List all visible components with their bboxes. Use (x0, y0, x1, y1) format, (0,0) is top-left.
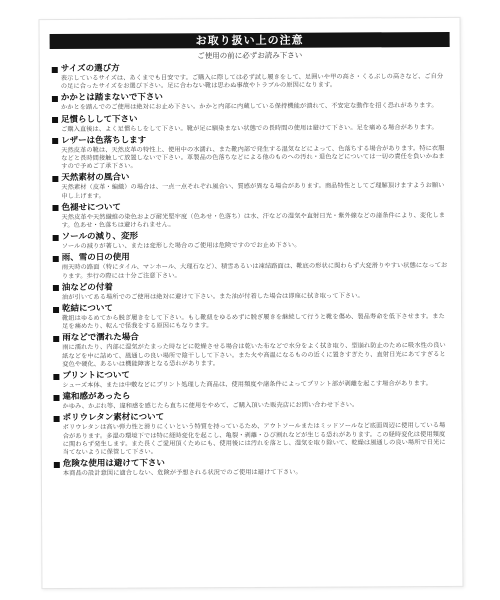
section-body: 油が引いてある場所でのご使用は絶対に避けて下さい。また油が付着した場合は即座に拭き取って下さい。 (61, 292, 364, 301)
section-heading-text: 違和感があったら (62, 391, 131, 403)
section-body: かかとを踏んでのご使用は絶対にお止め下さい。かかと内部に内蔵している保持機能が潰れて、不安定な動作を招く恐れがあります。 (60, 102, 438, 112)
notice-section (53, 281, 449, 302)
notice-section (52, 134, 448, 172)
section-body: 天然素材（皮革・編織）の場合は、一点一点それぞれ風合い、質感が異なる場合があります。商品特性としてご理解頂けますようお願い申し上げます。 (61, 182, 445, 200)
section-heading-text: プリントについて (62, 370, 130, 382)
document-subtitle: ご使用の前に必ずお読み下さい (197, 50, 303, 61)
section-heading-text: 雨などで濡れた場合 (62, 333, 139, 344)
square-bullet-icon (53, 256, 59, 262)
square-bullet-icon (53, 285, 59, 291)
section-heading-text: ソールの減り、変形 (61, 231, 139, 243)
section-body: 靴紐はゆるめてから脱ぎ履きをして下さい。もし靴紐をゆるめずに脱ぎ履きを継続して行うと靴を傷め、製品寿命を低下させます。また足を痛めたり、転んで怪我をする原因にもなります。 (62, 313, 445, 331)
square-bullet-icon (54, 416, 60, 422)
section-heading-text: 天然素材の風合い (61, 173, 130, 184)
document-title: お取り扱い上の注意 (50, 32, 450, 49)
section-heading-text: 乾結について (62, 303, 113, 315)
square-bullet-icon (53, 374, 59, 380)
square-bullet-icon (53, 235, 59, 241)
section-heading-text: 油などの付着 (61, 282, 113, 293)
section-body: 天然皮革や天然繊維の染色および耐光堅牢度（色あせ・色落ち）は水、汗などの湿気や直射日光・紫外線などの諸条件により、変化します。色あせ・色落ちは避けられません。 (61, 211, 446, 230)
section-heading-text: サイズの選び方 (60, 63, 120, 74)
square-bullet-icon (52, 117, 58, 123)
section-body: ソールの減りが著しい、または変形した場合のご使用は危険ですのでお止め下さい。 (61, 241, 301, 251)
care-instructions-sheet (39, 17, 464, 589)
section-heading-text: 雨、雪の日の使用 (61, 253, 130, 264)
notice-section (53, 369, 449, 390)
notice-section (52, 62, 448, 91)
square-bullet-icon (52, 138, 58, 144)
section-body: シューズ本体、または中敷などにプリント処理した商品は、使用頻度や諸条件によってプリント部が剥離を起こす場合があります。 (62, 380, 432, 390)
section-body: 天然皮革の靴は、天然皮革の特性上、使用中の水濡れ、また靴内部で発生する湿気などによって、色落ちする場合があります。特に衣服などと長時間接触して放置しないで下さい。革製品の色落ちなどによる他のものへの汚れ・退色などについては一切の責任を負いかねますので予めご了承下さい。 (61, 144, 445, 171)
section-heading-text: 足慣らしして下さい (61, 114, 138, 125)
section-heading-text: 色褪せについて (61, 202, 121, 213)
notice-section (53, 331, 449, 369)
square-bullet-icon (53, 395, 59, 401)
notice-section (53, 251, 449, 280)
section-body: 表示しているサイズは、あくまでも目安です。ご購入に際しては必ず試し履きをして、足囲いや甲の高さ・くるぶしの高さなど、ご自分の足に合ったサイズをお選び下さい。足に合わない靴は思わぬ事故やトラブルの原因になります。 (60, 72, 444, 91)
section-body: かゆみ、かぶれ等、違和感を感じたら直ちに使用をやめて、ご購入頂いた販売店にお問い合わせ下さい。 (62, 401, 359, 411)
notice-section (53, 302, 449, 331)
section-body: 雨に濡れたり、内部に湿気がたまった時などに乾燥させる場合は乾いた布などで水分をよく拭き取り、型崩れ防止のために吸水性の良い紙などを中に詰めて、風通しの良い場所で陰干しして下さい。また火や高温になるものの近くに置きすぎたり、直射日光にあてすぎると変色や硬化、あるいは機能障害となる恐れがあります。 (62, 342, 446, 368)
notice-section (54, 457, 450, 478)
section-heading-text: レザーは色落ちします (61, 135, 147, 146)
section-heading-text: ポリウレタン素材について (62, 412, 165, 424)
square-bullet-icon (52, 67, 58, 73)
section-heading-text: 危険な使用は避けて下さい (62, 458, 165, 470)
notice-section (54, 411, 450, 457)
square-bullet-icon (53, 307, 59, 313)
notice-section (52, 171, 448, 200)
notice-section (52, 201, 448, 230)
square-bullet-icon (54, 462, 60, 468)
sections-list (52, 62, 450, 481)
notice-section (53, 390, 449, 411)
notice-section (52, 113, 448, 134)
section-body: ポリウレタンは高い弾力性と滑りにくいという特質を持っているため、アウトソールまたはミッドソールなど底面周辺に使用している場合があります。多湿の環境下では特に経時変化を起こし、亀裂・剥離・ひび割れなどが生じる恐れがあります。この経時変化は使用頻度に関わらず発生します。また長くご愛用頂くためにも、使用後には汚れを落とし、湿気を取り除いて、乾燥は風通しの良い場所で日光に当てないように保管して下さい。 (62, 422, 446, 457)
section-body: 本商品の設計意図に適合しない、危険が予想される状況でのご使用は避けて下さい。 (62, 469, 302, 478)
notice-section (52, 91, 448, 112)
section-heading-text: かかとは踏まないで下さい (60, 92, 163, 104)
section-body: 雨天時の路面（特にタイル、マンホール、大理石など）、積雪あるいは凍結路面は、靴底の形状に関わらず大変滑りやすい状態になっております。歩行の際には十分ご注意下さい。 (61, 262, 448, 280)
square-bullet-icon (52, 176, 58, 182)
square-bullet-icon (53, 336, 59, 342)
section-body: ご購入直後は、よく足慣らしをして下さい。靴が足に馴染まない状態での長時間の使用は避けて下さい。足を痛める場合があります。 (61, 123, 438, 133)
square-bullet-icon (52, 205, 58, 211)
square-bullet-icon (52, 96, 58, 102)
notice-section (53, 230, 449, 251)
